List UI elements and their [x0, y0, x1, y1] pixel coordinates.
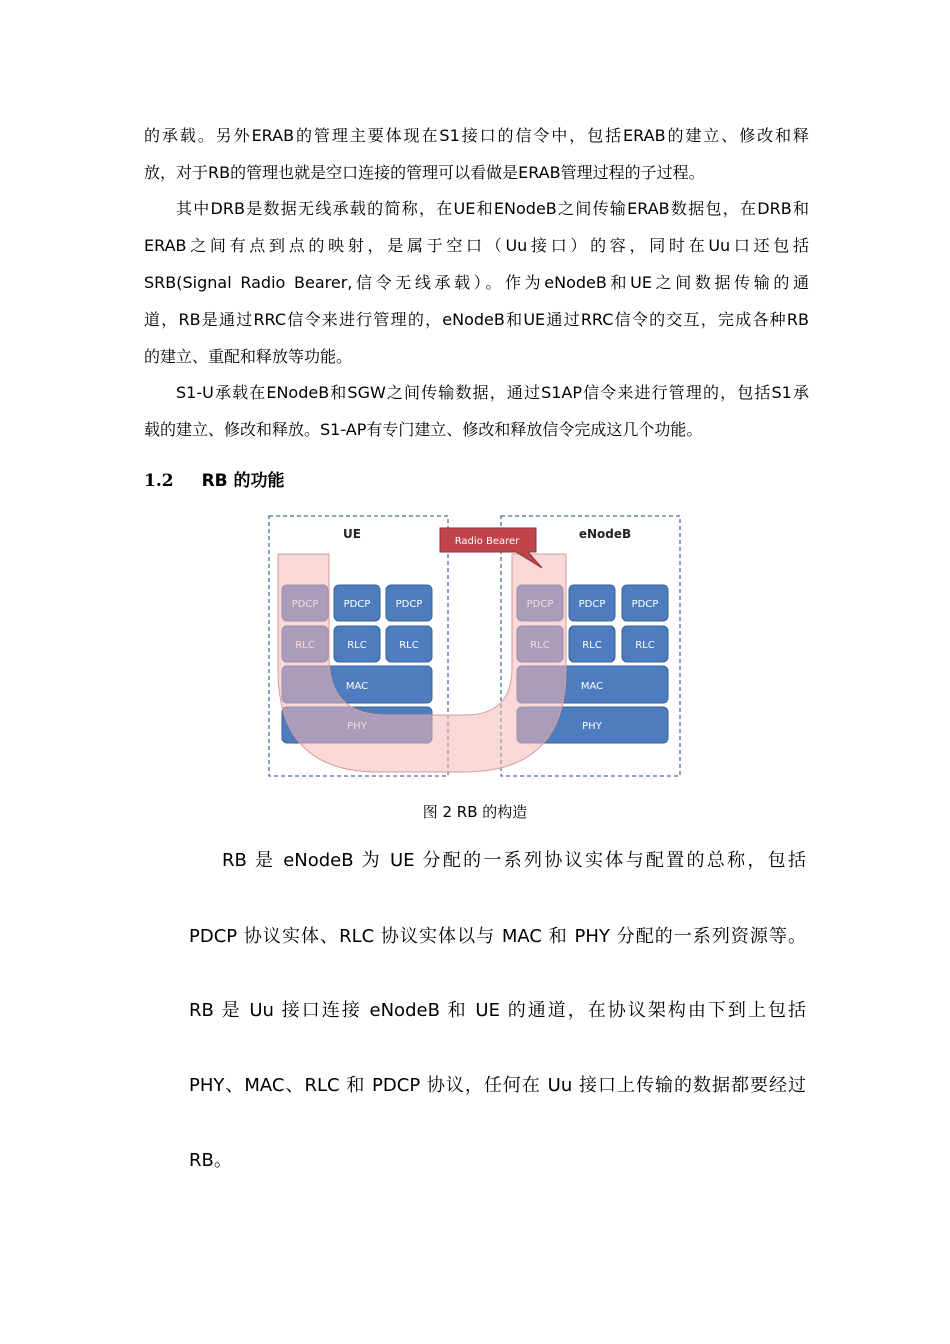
paragraph-line: S1-U承载在ENodeB和SGW之间传输数据，通过S1AP信令来进行管理的，包括S1承 [176, 383, 809, 402]
paragraph-line: 放，对于RB的管理也就是空口连接的管理可以看做是ERAB管理过程的子过程。 [144, 163, 705, 182]
ue-rlc-label: RLC [399, 640, 419, 651]
section-number: 1.2 [144, 471, 174, 491]
body-large-line: PHY、MAC、RLC 和 PDCP 协议，任何在 Uu 接口上传输的数据都要经过 [189, 1075, 806, 1096]
enodeb-rlc-label: RLC [582, 640, 602, 651]
radio-bearer-label: Radio Bearer [454, 536, 520, 547]
ue-label: UE [343, 527, 361, 541]
rb-structure-figure [260, 510, 690, 790]
body-large-line: RB 是 Uu 接口连接 eNodeB 和 UE 的通道，在协议架构由下到上包括 [189, 1000, 806, 1021]
body-large-line: RB 是 eNodeB 为 UE 分配的一系列协议实体与配置的总称，包括 [222, 850, 806, 871]
section-title: RB 的功能 [201, 471, 285, 491]
paragraph-line: 载的建立、修改和释放。S1-AP有专门建立、修改和释放信令完成这几个功能。 [144, 420, 703, 439]
figure-caption: 图 2 RB 的构造 [422, 803, 528, 821]
paragraph-line: 其中DRB是数据无线承载的简称，在UE和ENodeB之间传输ERAB数据包，在DRB和 [176, 199, 809, 218]
body-large-line: RB。 [189, 1150, 232, 1171]
ue-mac-label: MAC [345, 681, 369, 692]
enodeb-mac-label: MAC [580, 681, 604, 692]
paragraph-line: 道，RB是通过RRC信令来进行管理的，eNodeB和UE通过RRC信令的交互，完成各种RB [144, 310, 809, 329]
enodeb-pdcp-label: PDCP [631, 599, 659, 610]
enodeb-phy-label: PHY [582, 721, 602, 732]
paragraph-line: 的建立、重配和释放等功能。 [144, 347, 353, 366]
enodeb-label: eNodeB [578, 527, 632, 541]
paragraph-line: 的承载。另外ERAB的管理主要体现在S1接口的信令中，包括ERAB的建立、修改和释 [144, 126, 809, 145]
enodeb-pdcp-label: PDCP [578, 599, 606, 610]
body-large-line: PDCP 协议实体、RLC 协议实体以与 MAC 和 PHY 分配的一系列资源等。 [189, 926, 806, 947]
paragraph-line: SRB(Signal Radio Bearer,信令无线承载）。作为eNodeB和UE之间数据传输的通 [144, 273, 809, 292]
ue-pdcp-label: PDCP [395, 599, 423, 610]
ue-rlc-label: RLC [347, 640, 367, 651]
section-heading [144, 466, 285, 491]
enodeb-rlc-label: RLC [635, 640, 655, 651]
ue-pdcp-label: PDCP [343, 599, 371, 610]
paragraph-line: ERAB之间有点到点的映射，是属于空口（Uu接口）的容，同时在Uu口还包括 [144, 236, 809, 255]
